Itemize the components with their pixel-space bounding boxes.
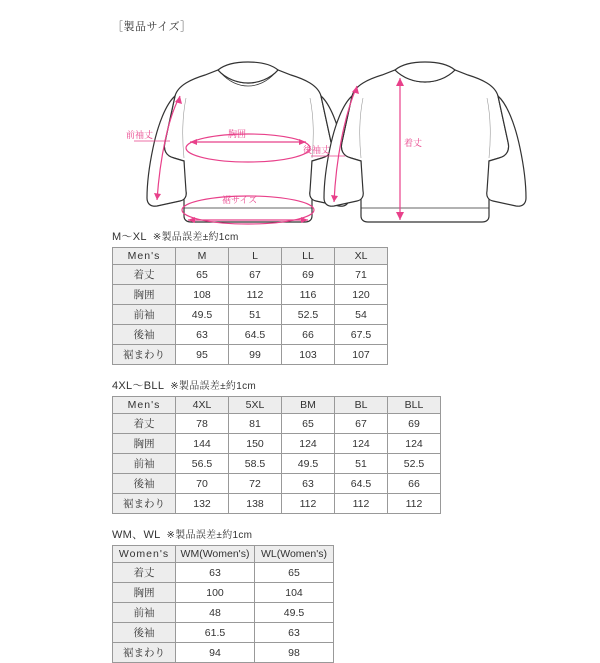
row-label: 前袖 xyxy=(113,454,176,474)
table-cell: 63 xyxy=(176,563,255,583)
row-label: 胸囲 xyxy=(113,583,176,603)
label-back-sleeve: 後袖丈 xyxy=(303,145,331,155)
table-cell: 107 xyxy=(335,345,388,365)
header-cell: XL xyxy=(335,248,388,265)
label-front-sleeve: 前袖丈 xyxy=(126,130,154,140)
table-cell: 64.5 xyxy=(229,325,282,345)
label-chest: 胸囲 xyxy=(228,129,247,139)
header-cell: 5XL xyxy=(229,397,282,414)
table-caption-note: ※製品誤差±約1cm xyxy=(170,381,257,392)
row-label: 着丈 xyxy=(113,414,176,434)
table-cell: 138 xyxy=(229,494,282,514)
table-cell: 54 xyxy=(335,305,388,325)
row-label: 裾まわり xyxy=(113,494,176,514)
table-cell: 56.5 xyxy=(176,454,229,474)
garment-diagram xyxy=(0,38,600,228)
header-cell: 4XL xyxy=(176,397,229,414)
table-cell: 150 xyxy=(229,434,282,454)
row-label: 着丈 xyxy=(113,563,176,583)
row-label: 裾まわり xyxy=(113,643,176,663)
row-label: 前袖 xyxy=(113,603,176,623)
table-cell: 61.5 xyxy=(176,623,255,643)
table-caption-text: WM、WL xyxy=(112,529,161,541)
table-caption-4xl xyxy=(112,377,600,393)
table-cell: 51 xyxy=(335,454,388,474)
table-caption-note: ※製品誤差±約1cm xyxy=(166,530,253,541)
table-cell: 49.5 xyxy=(282,454,335,474)
table-cell: 51 xyxy=(229,305,282,325)
table-caption-mxl xyxy=(112,228,600,244)
header-cell: Men's xyxy=(113,397,176,414)
table-row xyxy=(113,603,334,623)
table-cell: 104 xyxy=(255,583,334,603)
table-cell: 63 xyxy=(176,325,229,345)
table-cell: 81 xyxy=(229,414,282,434)
row-label: 前袖 xyxy=(113,305,176,325)
table-caption-wm xyxy=(112,526,600,542)
table-cell: 65 xyxy=(255,563,334,583)
table-cell: 112 xyxy=(229,285,282,305)
table-4xl xyxy=(112,396,441,514)
table-cell: 65 xyxy=(282,414,335,434)
table-cell: 66 xyxy=(388,474,441,494)
table-cell: 112 xyxy=(388,494,441,514)
table-cell: 99 xyxy=(229,345,282,365)
table-caption-note: ※製品誤差±約1cm xyxy=(152,232,239,243)
table-cell: 58.5 xyxy=(229,454,282,474)
table-cell: 108 xyxy=(176,285,229,305)
header-cell: BLL xyxy=(388,397,441,414)
table-cell: 72 xyxy=(229,474,282,494)
size-table-block-4xl xyxy=(112,377,600,514)
page-title: ［製品サイズ］ xyxy=(112,21,192,33)
table-row xyxy=(113,414,441,434)
table-row xyxy=(113,563,334,583)
row-label: 胸囲 xyxy=(113,285,176,305)
table-cell: 67 xyxy=(229,265,282,285)
table-cell: 95 xyxy=(176,345,229,365)
table-cell: 112 xyxy=(282,494,335,514)
size-table-block-mxl xyxy=(112,228,600,365)
table-cell: 69 xyxy=(388,414,441,434)
table-wm xyxy=(112,545,334,663)
table-cell: 63 xyxy=(255,623,334,643)
size-table-block-wm xyxy=(112,526,600,663)
header-cell: LL xyxy=(282,248,335,265)
header-cell: Men's xyxy=(113,248,176,265)
label-hem: 裾サイズ xyxy=(222,195,258,205)
header-cell: L xyxy=(229,248,282,265)
table-row xyxy=(113,305,388,325)
table-row xyxy=(113,325,388,345)
table-cell: 94 xyxy=(176,643,255,663)
header-cell: Women's xyxy=(113,546,176,563)
table-cell: 64.5 xyxy=(335,474,388,494)
table-cell: 124 xyxy=(282,434,335,454)
table-row xyxy=(113,454,441,474)
table-cell: 120 xyxy=(335,285,388,305)
row-label: 着丈 xyxy=(113,265,176,285)
table-header-row xyxy=(113,546,334,563)
table-cell: 63 xyxy=(282,474,335,494)
row-label: 後袖 xyxy=(113,325,176,345)
label-length: 着丈 xyxy=(404,138,423,148)
table-cell: 124 xyxy=(388,434,441,454)
table-cell: 49.5 xyxy=(176,305,229,325)
table-cell: 144 xyxy=(176,434,229,454)
table-cell: 52.5 xyxy=(388,454,441,474)
header-cell: WM(Women's) xyxy=(176,546,255,563)
header-cell: WL(Women's) xyxy=(255,546,334,563)
table-header-row xyxy=(113,248,388,265)
table-cell: 78 xyxy=(176,414,229,434)
table-mxl xyxy=(112,247,388,365)
row-label: 後袖 xyxy=(113,474,176,494)
table-cell: 116 xyxy=(282,285,335,305)
header-cell: BL xyxy=(335,397,388,414)
table-row xyxy=(113,345,388,365)
table-cell: 48 xyxy=(176,603,255,623)
table-cell: 52.5 xyxy=(282,305,335,325)
table-row xyxy=(113,494,441,514)
table-cell: 69 xyxy=(282,265,335,285)
table-row xyxy=(113,285,388,305)
size-tables xyxy=(112,228,600,663)
table-row xyxy=(113,474,441,494)
table-cell: 65 xyxy=(176,265,229,285)
table-cell: 71 xyxy=(335,265,388,285)
table-row xyxy=(113,434,441,454)
table-cell: 112 xyxy=(335,494,388,514)
table-cell: 67 xyxy=(335,414,388,434)
table-cell: 98 xyxy=(255,643,334,663)
row-label: 胸囲 xyxy=(113,434,176,454)
table-header-row xyxy=(113,397,441,414)
header-cell: BM xyxy=(282,397,335,414)
table-cell: 67.5 xyxy=(335,325,388,345)
back-view-illustration xyxy=(324,62,526,222)
table-cell: 70 xyxy=(176,474,229,494)
table-caption-text: 4XL〜BLL xyxy=(112,380,165,392)
table-cell: 124 xyxy=(335,434,388,454)
table-cell: 103 xyxy=(282,345,335,365)
row-label: 後袖 xyxy=(113,623,176,643)
table-row xyxy=(113,643,334,663)
table-caption-text: M〜XL xyxy=(112,231,147,243)
table-cell: 66 xyxy=(282,325,335,345)
table-row xyxy=(113,265,388,285)
table-cell: 132 xyxy=(176,494,229,514)
table-cell: 49.5 xyxy=(255,603,334,623)
header-cell: M xyxy=(176,248,229,265)
table-row xyxy=(113,623,334,643)
table-cell: 100 xyxy=(176,583,255,603)
row-label: 裾まわり xyxy=(113,345,176,365)
